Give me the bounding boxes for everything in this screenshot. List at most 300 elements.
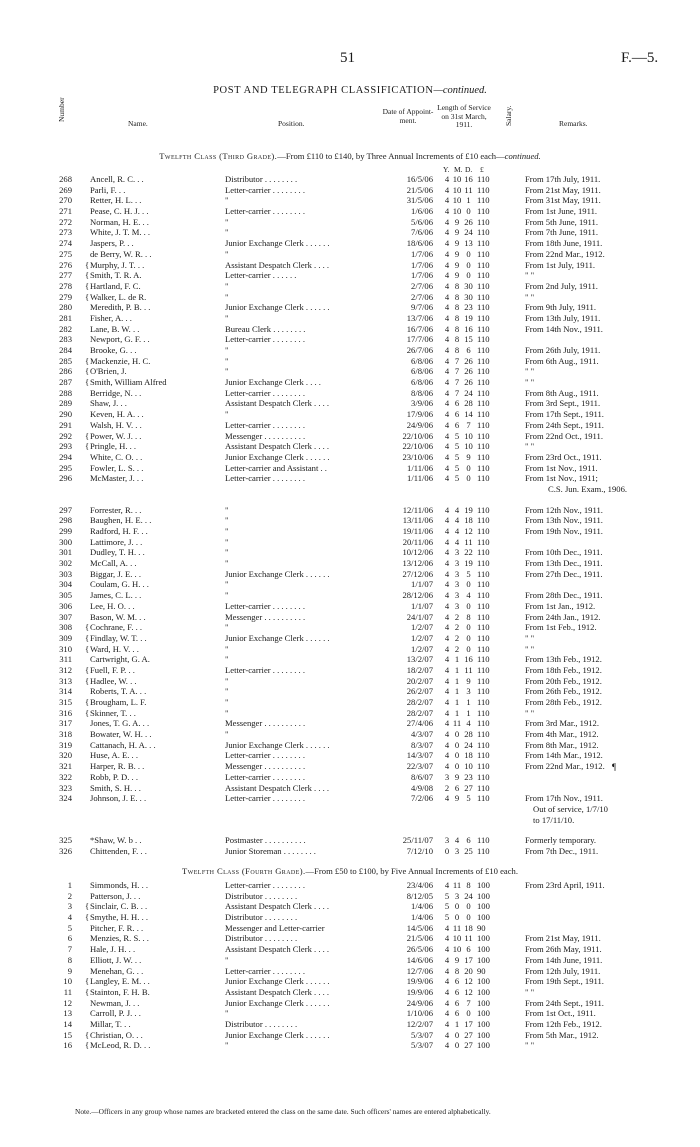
remarks: From 24th Jan., 1912. bbox=[525, 611, 601, 622]
service-months: 2 bbox=[454, 622, 460, 633]
service-years: 4 bbox=[444, 600, 450, 611]
service-days: 0 bbox=[466, 579, 471, 590]
staff-position: Junior Exchange Clerk . . . . bbox=[225, 377, 321, 388]
service-months: 6 bbox=[454, 398, 460, 409]
staff-name: Radford, H. F. . . bbox=[90, 526, 148, 536]
staff-position: Postmaster . . . . . . . . . . bbox=[225, 835, 306, 846]
staff-position: Assistant Despatch Clerk . . . . bbox=[225, 398, 330, 409]
service-days: 12 bbox=[464, 526, 473, 536]
staff-name: Pease, C. H. J. . . bbox=[90, 206, 149, 217]
salary: 110 bbox=[477, 227, 490, 238]
service-days: 5 bbox=[466, 568, 471, 579]
service-days: 22 bbox=[464, 547, 473, 558]
staff-name: Brooke, G. . . bbox=[90, 345, 137, 355]
service-days: 5 bbox=[466, 793, 471, 804]
service-months: 8 bbox=[454, 291, 460, 302]
bracket-mark: { bbox=[85, 441, 90, 452]
remarks: From 31st May, 1911. bbox=[525, 195, 601, 206]
staff-position: Junior Exchange Clerk . . . . . . bbox=[225, 238, 330, 249]
appointment-date: 1/7/06 bbox=[411, 270, 433, 281]
entry-number: 8 bbox=[67, 954, 72, 965]
service-years: 4 bbox=[444, 1008, 450, 1019]
table-row bbox=[0, 569, 700, 580]
unit-years: Y. bbox=[443, 165, 450, 174]
table-row bbox=[0, 281, 700, 292]
salary: 100 bbox=[477, 976, 490, 987]
entry-number: 326 bbox=[59, 845, 72, 856]
service-months: 1 bbox=[454, 664, 460, 675]
entry-number: 286 bbox=[59, 366, 72, 377]
service-days: 13 bbox=[464, 238, 473, 249]
entry-number: 284 bbox=[59, 345, 72, 355]
salary: 100 bbox=[477, 912, 490, 923]
bracket-mark: { bbox=[85, 259, 90, 270]
table-row bbox=[0, 1008, 700, 1019]
service-years: 4 bbox=[444, 270, 450, 281]
appointment-date: 1/11/06 bbox=[407, 462, 433, 473]
bracket-mark: { bbox=[85, 707, 90, 718]
appointment-date: 21/5/06 bbox=[406, 933, 433, 944]
table-row bbox=[0, 579, 700, 590]
staff-name: Meredith, P. B. . . bbox=[90, 302, 151, 313]
entry-number: 16 bbox=[63, 1040, 72, 1051]
service-months: 6 bbox=[454, 1008, 460, 1019]
entry-number: 315 bbox=[59, 697, 72, 707]
service-days: 24 bbox=[464, 387, 473, 398]
staff-position: " bbox=[225, 216, 229, 227]
entry-number: 324 bbox=[59, 793, 72, 804]
service-years: 4 bbox=[444, 248, 450, 259]
staff-name: Coulam, G. H. . . bbox=[90, 579, 149, 590]
service-months: 6 bbox=[454, 997, 460, 1008]
service-months: 8 bbox=[454, 345, 460, 355]
service-months: 9 bbox=[454, 259, 460, 270]
service-days: 6 bbox=[466, 345, 471, 355]
salary: 110 bbox=[477, 473, 490, 484]
appointment-date: 23/10/06 bbox=[402, 451, 433, 462]
row-spacer bbox=[0, 495, 700, 505]
table-row bbox=[0, 686, 700, 697]
print-mark: ¶ bbox=[612, 762, 617, 772]
service-years: 4 bbox=[444, 675, 450, 686]
salary: 90 bbox=[477, 922, 486, 933]
staff-name: Hartland, F. C. bbox=[90, 280, 141, 291]
salary: 110 bbox=[477, 174, 490, 184]
bracket-mark: { bbox=[85, 430, 90, 441]
bracket-mark: { bbox=[85, 366, 90, 377]
entry-number: 323 bbox=[59, 782, 72, 793]
staff-name: Bason, W. M. . . bbox=[90, 611, 146, 622]
service-months: 0 bbox=[454, 901, 460, 912]
staff-position: " bbox=[225, 590, 229, 601]
service-years: 4 bbox=[444, 664, 450, 675]
staff-name: Menehan, G. . . bbox=[90, 965, 144, 976]
table-row bbox=[0, 976, 700, 987]
staff-name: Smith, William Alfred bbox=[90, 377, 167, 388]
service-days: 16 bbox=[464, 174, 473, 184]
appointment-date: 1/7/06 bbox=[411, 259, 433, 270]
service-days: 0 bbox=[466, 901, 471, 912]
salary: 110 bbox=[477, 409, 490, 420]
staff-position: " bbox=[225, 227, 229, 238]
entry-number: 299 bbox=[59, 526, 72, 536]
entry-number: 314 bbox=[59, 686, 72, 697]
salary: 110 bbox=[477, 184, 490, 195]
staff-position: Letter-carrier . . . . . . bbox=[225, 270, 297, 281]
staff-name: Keven, H. A. . . bbox=[90, 409, 144, 420]
staff-name: McCall, A. . . bbox=[90, 558, 137, 569]
staff-position: Letter-carrier . . . . . . . . bbox=[225, 600, 305, 611]
service-years: 4 bbox=[444, 355, 450, 366]
service-months: 1 bbox=[454, 675, 460, 686]
table-row bbox=[0, 431, 700, 442]
bracket-mark: { bbox=[85, 632, 90, 643]
staff-position: " bbox=[225, 312, 229, 323]
staff-position: Junior Exchange Clerk . . . . . . bbox=[225, 997, 330, 1008]
staff-position: Letter-carrier and Assistant . . bbox=[225, 462, 327, 473]
staff-name: Dudley, T. H. . . bbox=[90, 547, 145, 558]
appointment-date: 3/9/06 bbox=[411, 398, 433, 409]
service-months: 9 bbox=[454, 238, 460, 249]
remarks: From 22nd Oct., 1911. bbox=[525, 430, 603, 441]
staff-name: Hadlee, W. . . bbox=[90, 675, 137, 686]
salary: 110 bbox=[477, 729, 490, 740]
staff-position: Letter-carrier . . . . . . . . bbox=[225, 387, 305, 398]
appointment-date: 1/1/07 bbox=[411, 600, 433, 611]
salary: 110 bbox=[477, 793, 490, 804]
entry-number: 3 bbox=[67, 901, 72, 912]
appointment-date: 20/11/06 bbox=[402, 536, 433, 547]
remarks: From 23rd April, 1911. bbox=[525, 880, 605, 890]
column-header-length: Length of Service on 31st March, 1911. bbox=[437, 103, 491, 129]
service-days: 6 bbox=[466, 944, 471, 955]
service-days: 19 bbox=[464, 312, 473, 323]
remarks: From 19th Sept., 1911. bbox=[525, 976, 604, 987]
service-years: 4 bbox=[444, 611, 450, 622]
appointment-date: 12/2/07 bbox=[406, 1018, 433, 1029]
remarks: From 1st Jan., 1912. bbox=[525, 600, 596, 611]
salary: 100 bbox=[477, 1029, 490, 1040]
appointment-date: 19/9/06 bbox=[406, 986, 433, 997]
entry-number: 308 bbox=[59, 622, 72, 633]
service-days: 0 bbox=[466, 912, 471, 923]
salary: 110 bbox=[477, 195, 490, 206]
page-number: 51 bbox=[340, 50, 355, 66]
service-years: 4 bbox=[444, 622, 450, 633]
appointment-date: 2/7/06 bbox=[411, 280, 433, 291]
entry-number: 270 bbox=[59, 195, 72, 206]
service-days: 27 bbox=[464, 1029, 473, 1040]
salary: 110 bbox=[477, 206, 490, 217]
remarks: " " bbox=[525, 986, 535, 997]
remarks: From 13th July, 1911. bbox=[525, 312, 601, 323]
service-days: 26 bbox=[464, 366, 473, 377]
service-days: 1 bbox=[466, 195, 471, 206]
staff-position: " bbox=[225, 536, 229, 547]
column-header-number: Number bbox=[57, 97, 66, 122]
remarks: Formerly temporary. bbox=[525, 835, 597, 846]
salary: 110 bbox=[477, 643, 490, 654]
entry-number: 296 bbox=[59, 473, 72, 484]
service-years: 4 bbox=[444, 697, 450, 707]
service-days: 17 bbox=[464, 1018, 473, 1029]
service-months: 3 bbox=[454, 568, 460, 579]
remarks: From 14th Mar., 1912. bbox=[525, 750, 603, 761]
salary: 100 bbox=[477, 954, 490, 965]
salary: 110 bbox=[477, 568, 490, 579]
appointment-date: 1/4/06 bbox=[411, 912, 433, 923]
service-months: 3 bbox=[454, 845, 460, 856]
salary: 110 bbox=[477, 590, 490, 601]
column-header-position: Position. bbox=[278, 119, 305, 128]
remarks: From 14th Nov., 1911. bbox=[525, 323, 603, 334]
salary: 100 bbox=[477, 1018, 490, 1029]
title-text: POST AND TELEGRAPH CLASSIFICATION bbox=[213, 85, 434, 96]
service-years: 4 bbox=[444, 922, 450, 933]
service-months: 0 bbox=[454, 739, 460, 750]
service-years: 4 bbox=[444, 366, 450, 377]
table-row bbox=[0, 249, 700, 260]
unit-pounds: £ bbox=[480, 165, 484, 174]
staff-name: Brougham, L. F. bbox=[90, 697, 147, 707]
service-days: 10 bbox=[464, 761, 473, 772]
entry-number: 312 bbox=[59, 664, 72, 675]
staff-name: de Berry, W. R. . . bbox=[90, 248, 152, 259]
service-months: 2 bbox=[454, 632, 460, 643]
service-days: 12 bbox=[464, 986, 473, 997]
entry-number: 5 bbox=[67, 922, 72, 933]
table-row bbox=[0, 891, 700, 902]
staff-name: Norman, H. E. . . bbox=[90, 216, 149, 227]
service-months: 11 bbox=[452, 718, 462, 729]
staff-name: Fisher, A. . . bbox=[90, 312, 132, 323]
service-months: 9 bbox=[454, 248, 460, 259]
entry-number: 288 bbox=[59, 387, 72, 398]
remarks: From 1st Feb., 1912. bbox=[525, 622, 597, 633]
table-row bbox=[0, 441, 700, 452]
staff-position: Junior Exchange Clerk . . . . . . bbox=[225, 632, 330, 643]
salary: 110 bbox=[477, 430, 490, 441]
salary: 100 bbox=[477, 1008, 490, 1019]
salary: 110 bbox=[477, 664, 490, 675]
service-days: 0 bbox=[466, 473, 471, 484]
table-row bbox=[0, 880, 700, 891]
table-row bbox=[0, 206, 700, 217]
table-row bbox=[0, 409, 700, 420]
service-months: 0 bbox=[454, 761, 460, 772]
remarks: From 8th Aug., 1911. bbox=[525, 387, 599, 398]
salary: 110 bbox=[477, 686, 490, 697]
service-days: 28 bbox=[464, 398, 473, 409]
service-months: 9 bbox=[454, 793, 460, 804]
service-days: 11 bbox=[464, 664, 473, 675]
section-heading-fourth-grade bbox=[0, 866, 700, 876]
staff-name: Fowler, L. S. . . bbox=[90, 462, 144, 473]
staff-position: " bbox=[225, 579, 229, 590]
entry-number: 15 bbox=[63, 1029, 72, 1040]
appointment-date: 8/12/05 bbox=[406, 890, 433, 901]
service-days: 10 bbox=[464, 441, 473, 452]
entry-number: 292 bbox=[59, 430, 72, 441]
appointment-date: 6/8/06 bbox=[411, 355, 433, 366]
table-row bbox=[0, 665, 700, 676]
service-years: 4 bbox=[444, 504, 450, 515]
staff-position: Assistant Despatch Clerk . . . . bbox=[225, 259, 330, 270]
column-header-remarks: Remarks. bbox=[559, 119, 588, 128]
staff-position: Junior Exchange Clerk . . . . . . bbox=[225, 568, 330, 579]
staff-position: " bbox=[225, 1040, 229, 1051]
entry-number: 306 bbox=[59, 600, 72, 611]
entry-number: 285 bbox=[59, 355, 72, 366]
remarks: From 21st May, 1911. bbox=[525, 933, 601, 944]
service-days: 30 bbox=[464, 280, 473, 291]
service-months: 5 bbox=[454, 430, 460, 441]
appointment-date: 7/6/06 bbox=[411, 227, 433, 238]
remarks: " " bbox=[525, 270, 535, 281]
bracket-mark: { bbox=[85, 270, 90, 281]
table-row-continuation bbox=[0, 815, 700, 826]
service-months: 0 bbox=[454, 750, 460, 761]
remarks: From 2nd July, 1911. bbox=[525, 280, 598, 291]
section-class-label: Twelfth Class (Fourth Grade). bbox=[182, 866, 306, 876]
staff-position: " bbox=[225, 366, 229, 377]
service-years: 4 bbox=[444, 515, 450, 526]
appointment-date: 17/9/06 bbox=[406, 409, 433, 420]
service-days: 24 bbox=[464, 739, 473, 750]
staff-table-fourth-grade bbox=[0, 880, 700, 1051]
staff-position: " bbox=[225, 547, 229, 558]
service-months: 3 bbox=[454, 579, 460, 590]
service-months: 4 bbox=[454, 515, 460, 526]
staff-name: Cartwright, G. A. bbox=[90, 654, 150, 665]
staff-name: Smythe, H. H. . . bbox=[90, 912, 149, 923]
remarks: From 1st Nov., 1911. bbox=[525, 462, 598, 473]
table-row bbox=[0, 537, 700, 548]
staff-name: Harper, R. B. . . bbox=[90, 761, 145, 772]
staff-position: " bbox=[225, 248, 229, 259]
staff-name: Baughen, H. E. . . bbox=[90, 515, 152, 526]
staff-name: O'Brien, J. bbox=[90, 366, 127, 377]
salary: 110 bbox=[477, 366, 490, 377]
service-years: 4 bbox=[444, 1029, 450, 1040]
salary: 110 bbox=[477, 334, 490, 345]
staff-position: " bbox=[225, 291, 229, 302]
service-months: 8 bbox=[454, 965, 460, 976]
appointment-date: 4/3/07 bbox=[411, 729, 433, 740]
entry-number: 4 bbox=[67, 912, 72, 923]
appointment-date: 27/4/06 bbox=[406, 718, 433, 729]
service-months: 2 bbox=[454, 611, 460, 622]
table-row bbox=[0, 750, 700, 761]
staff-position: Letter-carrier . . . . . . . . bbox=[225, 965, 305, 976]
remarks: From 13th Feb., 1912. bbox=[525, 654, 602, 665]
appointment-date: 31/5/06 bbox=[406, 195, 433, 206]
staff-position: Letter-carrier . . . . . . . . bbox=[225, 793, 305, 804]
appointment-date: 12/7/06 bbox=[406, 965, 433, 976]
appointment-date: 13/12/06 bbox=[402, 558, 433, 569]
service-years: 4 bbox=[444, 323, 450, 334]
staff-position: " bbox=[225, 195, 229, 206]
staff-position: Distributor . . . . . . . . bbox=[225, 174, 298, 184]
salary: 110 bbox=[477, 291, 490, 302]
staff-position: Messenger . . . . . . . . . . bbox=[225, 761, 306, 772]
remarks: " " bbox=[525, 377, 535, 388]
remarks: From 13th Dec., 1911. bbox=[525, 558, 603, 569]
service-days: 24 bbox=[464, 890, 473, 901]
section-class-label: Twelfth Class (Third Grade). bbox=[159, 151, 278, 161]
table-row bbox=[0, 772, 700, 783]
table-row bbox=[0, 558, 700, 569]
table-row bbox=[0, 1019, 700, 1030]
service-months: 10 bbox=[452, 195, 462, 206]
table-row bbox=[0, 708, 700, 719]
staff-name: Lane, B. W. . . bbox=[90, 323, 140, 334]
page-title bbox=[0, 85, 700, 96]
staff-position: " bbox=[225, 1008, 229, 1019]
service-months: 6 bbox=[454, 976, 460, 987]
service-months: 4 bbox=[454, 504, 460, 515]
service-months: 5 bbox=[454, 441, 460, 452]
remarks-continued: C.S. Jun. Exam., 1906. bbox=[548, 483, 628, 494]
appointment-date: 18/2/07 bbox=[406, 664, 433, 675]
appointment-date: 23/4/06 bbox=[406, 880, 433, 890]
service-years: 4 bbox=[444, 579, 450, 590]
entry-number: 11 bbox=[63, 986, 72, 997]
staff-position: " bbox=[225, 622, 229, 633]
table-row bbox=[0, 505, 700, 516]
staff-position: Distributor . . . . . . . . bbox=[225, 1018, 298, 1029]
appointment-date: 16/7/06 bbox=[406, 323, 433, 334]
entry-number: 291 bbox=[59, 419, 72, 430]
service-days: 10 bbox=[464, 430, 473, 441]
service-years: 4 bbox=[444, 933, 450, 944]
appointment-date: 1/11/06 bbox=[407, 473, 433, 484]
service-years: 4 bbox=[444, 793, 450, 804]
staff-position: Messenger . . . . . . . . . . bbox=[225, 430, 306, 441]
table-row bbox=[0, 463, 700, 474]
staff-name: Ward, H. V. . . bbox=[90, 643, 139, 654]
table-row bbox=[0, 1030, 700, 1041]
appointment-date: 17/7/06 bbox=[406, 334, 433, 345]
salary: 110 bbox=[477, 771, 490, 782]
entry-number: 300 bbox=[59, 536, 72, 547]
appointment-date: 27/12/06 bbox=[402, 568, 433, 579]
salary: 110 bbox=[477, 622, 490, 633]
appointment-date: 13/2/07 bbox=[406, 654, 433, 665]
staff-name: Jones, T. G. A. . . bbox=[90, 718, 150, 729]
remarks: From 10th Dec., 1911. bbox=[525, 547, 603, 558]
service-days: 0 bbox=[466, 270, 471, 281]
remarks: From 18th June, 1911. bbox=[525, 238, 603, 249]
salary: 100 bbox=[477, 880, 490, 890]
remarks: " " bbox=[525, 441, 535, 452]
service-years: 0 bbox=[444, 845, 450, 856]
service-days: 11 bbox=[464, 184, 473, 195]
salary: 110 bbox=[477, 504, 490, 515]
appointment-date: 14/3/07 bbox=[406, 750, 433, 761]
remarks: " " bbox=[525, 707, 535, 718]
staff-name: White, C. O. . . bbox=[90, 451, 143, 462]
salary: 110 bbox=[477, 697, 490, 707]
service-months: 2 bbox=[454, 643, 460, 654]
service-years: 4 bbox=[444, 473, 450, 484]
service-months: 9 bbox=[454, 954, 460, 965]
bracket-mark: { bbox=[85, 675, 90, 686]
table-row bbox=[0, 835, 700, 846]
staff-position: Assistant Despatch Clerk . . . . bbox=[225, 441, 330, 452]
table-row bbox=[0, 377, 700, 388]
entry-number: 317 bbox=[59, 718, 72, 729]
